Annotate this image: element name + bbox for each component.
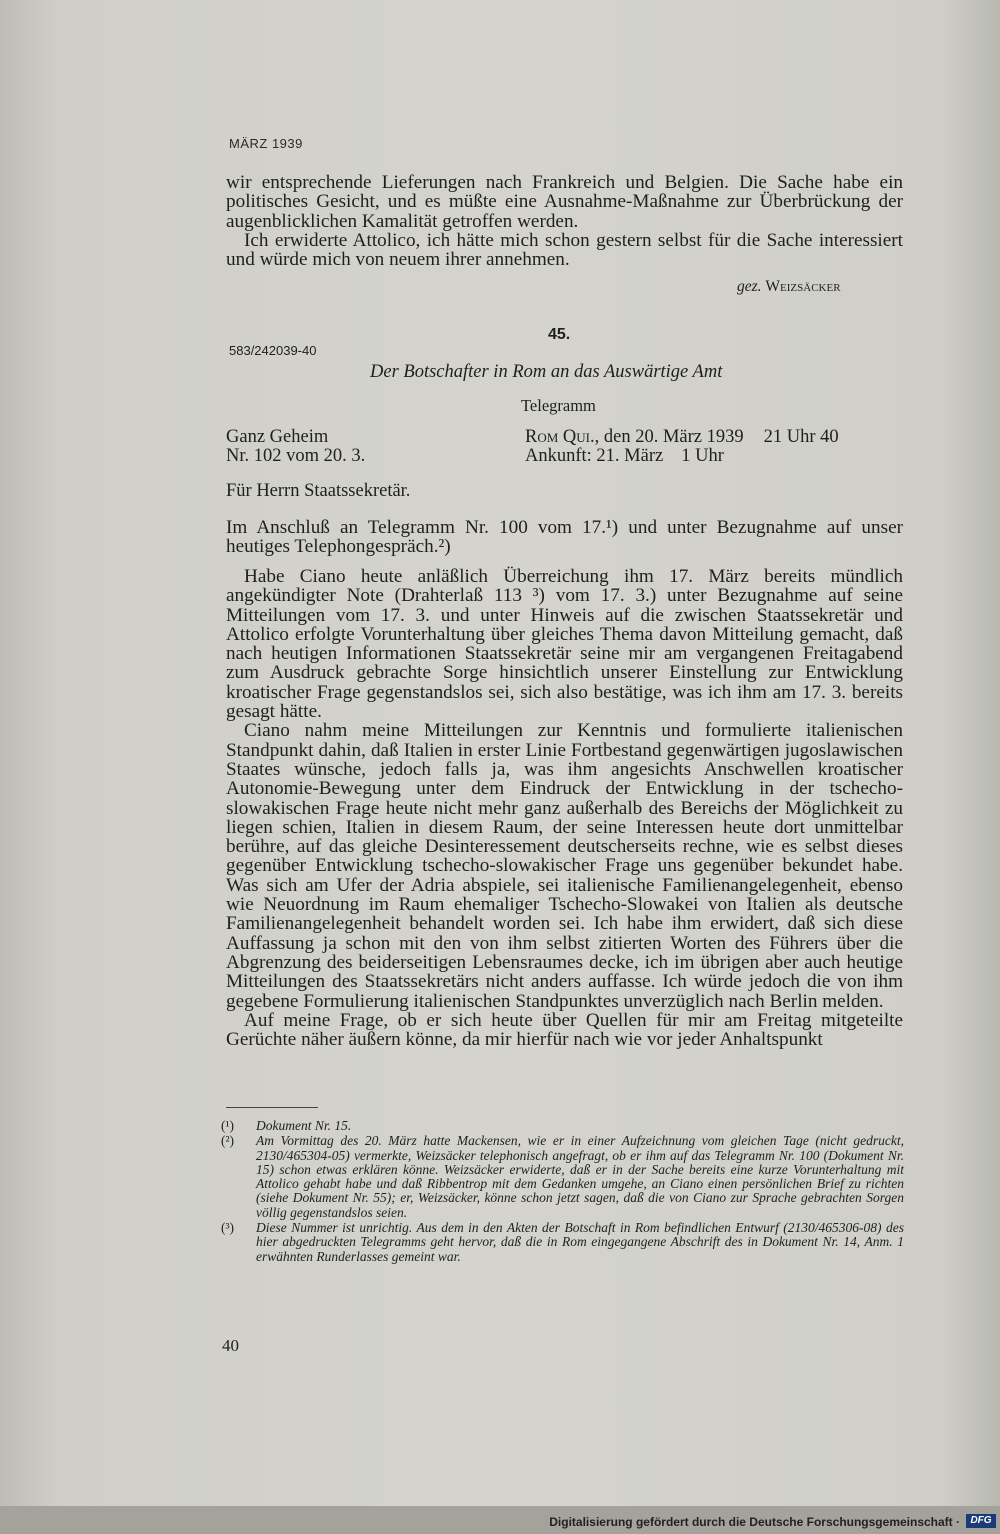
document-title: Der Botschafter in Rom an das Auswärtige Amt <box>370 362 723 382</box>
file-reference: 583/242039-40 <box>229 343 317 358</box>
footnote <box>221 1221 904 1264</box>
page-number: 40 <box>222 1336 239 1355</box>
signature-prefix: gez. <box>737 278 762 295</box>
footnote-number: (³) <box>221 1220 235 1236</box>
signature <box>737 278 841 296</box>
arrival-time: 1 Uhr <box>681 446 724 466</box>
footer-credit: Digitalisierung gefördert durch die Deutsche Forschungsgemeinschaft · <box>549 1515 960 1529</box>
origin-date: , den 20. März 1939 <box>594 427 744 447</box>
telegram-number: Nr. 102 vom 20. 3. <box>226 446 366 466</box>
footnote-number: (²) <box>221 1133 235 1149</box>
origin-line <box>525 428 839 447</box>
classification: Ganz Geheim <box>226 427 329 447</box>
footnote-number: (¹) <box>221 1118 235 1133</box>
origin-time: 21 Uhr 40 <box>763 427 839 447</box>
telegram-header-left <box>226 428 365 466</box>
footnote-text: Dokument Nr. 15. <box>256 1118 352 1133</box>
digitization-footer <box>0 1506 1000 1534</box>
previous-document-text <box>226 173 903 269</box>
addressee: Für Herrn Staatssekretär. <box>226 481 411 501</box>
paragraph: Im Anschluß an Telegramm Nr. 100 vom 17.¹) und unter Bezugnahme auf unser heutiges Telephongespräch.²) <box>226 517 903 558</box>
main-text <box>226 567 903 1049</box>
footnote-text: Am Vormittag des 20. März hatte Mackensen, wie er in einer Aufzeichnung vom gleichen Tage (nicht gedruckt, 2130/465304-05) vermerkte, Weizsäcker telephonisch angefragt, ob er ihm auf das Telegramm Nr. 100 (Dokument Nr. 15) schon etwas erklären könne. Weizsäcker erwiderte, daß er in der Sache bereits eine kurze Vorunterhaltung mit Attolico gehabt habe und daß Ribbentrop mit dem Gedanken umgehe, an Ciano einen persönlichen Brief zu richten (siehe Dokument Nr. 55); er, Weizsäcker, könne schon jetzt sagen, daß die von Ciano zur Sprache gebrachten Sorgen völlig gegenstandslos seien. <box>256 1133 904 1220</box>
footnotes <box>221 1119 904 1265</box>
dfg-logo-icon[interactable]: DFG <box>966 1514 996 1528</box>
document-type: Telegramm <box>521 396 596 415</box>
signature-name: Weizsäcker <box>765 278 841 295</box>
footnote <box>221 1134 904 1220</box>
intro-text <box>226 518 903 557</box>
footnote-text: Diese Nummer ist unrichtig. Aus dem in den Akten der Botschaft in Rom befindlichen Entwurf (2130/465306-08) des hier abgedruckten Telegramms geht hervor, daß die in Rom eingegangene Abschrift des in Dokument Nr. 14, Anm. 1 erwähnten Runderlasses gemeint war. <box>256 1220 904 1264</box>
document-number: 45. <box>548 326 571 343</box>
running-head: MÄRZ 1939 <box>229 136 303 151</box>
footnote <box>221 1119 904 1133</box>
telegram-header-right <box>525 428 839 466</box>
paragraph: Habe Ciano heute anläßlich Überreichung ihm 17. März bereits mündlich angekündigter Note (Drahterlaß 113 ³) vom 17. 3.) unter Bezugnahme auf seine Mitteilungen vom 17. 3. und unter Hinweis auf die zwischen Staatssekretär und Attolico erfolgte Vorunterhaltung über gleiches Thema davon Mitteilung gemacht, daß nach heutigen Informationen Staatssekretär seine mir am vergangenen Freitagabend zum Ausdruck gebrachte Sorge hinsichtlich unserer Einstellung zur Entwicklung kroatischer Frage gegenstandslos sei, sich also bestätige, was ich ihm am 17. 3. bereits gesagt hätte. <box>226 566 903 723</box>
footnote-divider <box>226 1107 318 1108</box>
arrival-date: Ankunft: 21. März <box>525 446 664 466</box>
arrival-line <box>525 447 839 466</box>
paragraph: Auf meine Frage, ob er sich heute über Quellen für mir am Freitag mitgeteilte Gerüchte näher äußern könne, da mir hierfür nach wie vor jeder Anhaltspunkt <box>226 1009 903 1051</box>
paragraph: wir entsprechende Lieferungen nach Frankreich und Belgien. Die Sache habe ein politisches Gesicht, und es müßte eine Ausnahme-Maßnahme zur Überbrückung der augenblicklichen Kamalität getroffen werden. <box>226 172 903 232</box>
origin-place: Rom Qui. <box>525 427 595 447</box>
paragraph: Ich erwiderte Attolico, ich hätte mich schon gestern selbst für die Sache interessiert und würde mich von neuem ihrer annehmen. <box>226 229 903 271</box>
paragraph: Ciano nahm meine Mitteilungen zur Kenntnis und formulierte italienischen Standpunkt dahin, daß Italien in erster Linie Fortbestand gegenwärtigen jugoslawischen Staates wünsche, jedoch falls ja, was ihm angesichts Anschwellen kroatischer Autonomie-Bewegung unter dem Eindruck der Entwicklung in der tschecho-slowakischen Frage heute nicht mehr ganz außerhalb des Bereichs der Möglichkeit zu liegen schien, Italien in diesem Raum, der seine Interessen heute dort unmittelbar berühre, auf das gleiche Desinteressement deutscherseits rechne, wie es selbst dieses gegenüber Entwicklung tschecho-slowakischer Frage uns gegenüber bekundet habe. Was sich am Ufer der Adria abspiele, sei italienische Familienangelegenheit, ebenso wie Neuordnung im Raum ehemaliger Tschecho-Slowakei von Italien als deutsche Familienangelegenheit behandelt worden sei. Ich habe ihm erwidert, daß sich diese Auffassung ja schon mit den von ihm selbst zitierten Worten des Führers über die Abgrenzung des beiderseitigen Lebensraumes decke, ich im übrigen aber auch heutige Mitteilungen des Staatssekretärs nicht anders auffasse. Ich würde jedoch die von ihm gegebene Formulierung italienischen Standpunktes unverzüglich nach Berlin melden. <box>226 720 903 1012</box>
